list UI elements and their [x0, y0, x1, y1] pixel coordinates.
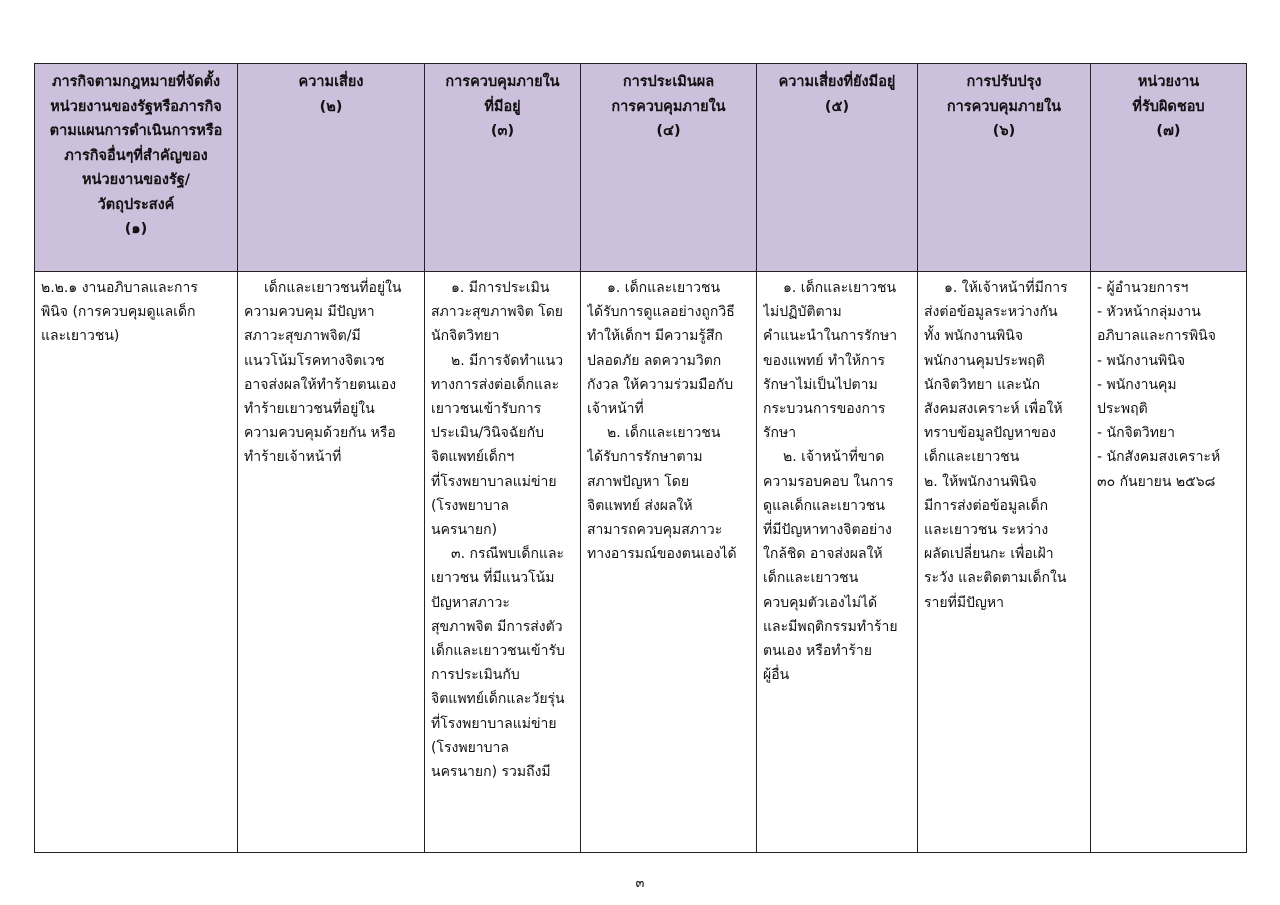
cell-line: อาจส่งผลให้ทำร้ายตนเอง — [244, 376, 397, 393]
cell-line: ที่โรงพยาบาลแม่ข่าย — [431, 473, 557, 490]
cell-line: สภาวะสุขภาพจิต/มี — [244, 328, 361, 345]
header-existing-control — [425, 64, 581, 272]
cell-mission — [35, 272, 238, 853]
cell-line: แนวโน้มโรคทางจิตเวช — [244, 352, 385, 369]
cell-line: ทั้ง พนักงานพินิจ — [924, 328, 1024, 345]
cell-line: - นักสังคมสงเคราะห์ — [1097, 449, 1221, 466]
cell-line: ปัญหาสภาวะ — [431, 594, 510, 611]
content-row — [35, 272, 1247, 853]
cell-line: ไม่ปฏิบัติตาม — [763, 304, 842, 321]
header-line: การควบคุมภายใน — [611, 98, 726, 115]
header-line: วัตถุประสงค์ — [97, 196, 175, 213]
cell-line: ปลอดภัย ลดความวิตก — [587, 352, 722, 369]
cell-line: พนักงานคุมประพฤติ — [924, 352, 1045, 369]
header-line: ที่รับผิดชอบ — [1132, 98, 1205, 115]
cell-line: ความควบคุมด้วยกัน หรือ — [244, 425, 396, 442]
cell-line: ความควบคุม มีปัญหา — [244, 304, 375, 321]
cell-line: ควบคุมตัวเองไม่ได้ — [763, 594, 878, 611]
cell-line: อภิบาลและการพินิจ — [1097, 328, 1216, 345]
cell-line: สภาพปัญหา โดย — [587, 473, 690, 490]
cell-line: ความรอบคอบ ในการ — [763, 473, 894, 490]
cell-line: ที่โรงพยาบาลแม่ข่าย — [431, 715, 557, 732]
cell-risk — [238, 272, 425, 853]
cell-line: ๒.๒.๑ งานอภิบาลและการ — [41, 280, 198, 296]
cell-line: จิตแพทย์เด็กฯ — [431, 449, 515, 466]
cell-line: นักจิตวิทยา และนัก — [924, 376, 1041, 393]
header-line: การควบคุมภายใน — [445, 74, 560, 90]
cell-line: ระวัง และติดตามเด็กใน — [924, 570, 1067, 587]
cell-line: ของแพทย์ ทำให้การ — [763, 352, 885, 369]
header-line: หน่วยงานของรัฐหรือภารกิจ — [50, 98, 222, 115]
cell-line: ทำร้ายเจ้าหน้าที่ — [244, 449, 342, 466]
cell-line: รายที่มีปัญหา — [924, 594, 1004, 611]
cell-line: ผลัดเปลี่ยนกะ เพื่อเฝ้า — [924, 546, 1054, 563]
header-risk — [238, 64, 425, 272]
cell-line: จิตแพทย์ ส่งผลให้ — [587, 497, 693, 514]
cell-control-evaluation — [581, 272, 757, 853]
cell-line: ดูแลเด็กและเยาวชน — [763, 497, 885, 514]
cell-line: ๒. เจ้าหน้าที่ขาด — [783, 449, 885, 466]
cell-existing-control — [425, 272, 581, 853]
cell-line: จิตแพทย์เด็กและวัยรุ่น — [431, 691, 565, 708]
cell-line: ๒. เด็กและเยาวชน — [607, 425, 721, 442]
cell-line: ที่มีปัญหาทางจิตอย่าง — [763, 522, 892, 539]
cell-line: - ผู้อำนวยการฯ — [1097, 280, 1189, 296]
cell-line: นักจิตวิทยา — [431, 328, 500, 345]
header-line: (๔) — [656, 123, 681, 139]
header-line: ที่มีอยู่ — [484, 98, 521, 115]
cell-line: ๑. มีการประเมิน — [451, 280, 550, 296]
cell-line: ได้รับการรักษาตาม — [587, 449, 703, 466]
cell-line: ผู้อื่น — [763, 667, 790, 684]
cell-line: ทราบข้อมูลปัญหาของ — [924, 425, 1057, 442]
header-line: การปรับปรุง — [966, 74, 1042, 90]
cell-line: รักษา — [763, 425, 797, 442]
cell-line: เยาวชน ที่มีแนวโน้ม — [431, 570, 555, 587]
cell-line: และมีพฤติกรรมทำร้าย — [763, 618, 898, 635]
cell-line: และเยาวชน) — [41, 328, 120, 345]
cell-line: เด็กและเยาวชน — [763, 570, 859, 587]
cell-line: ๒. มีการจัดทำแนว — [451, 352, 564, 369]
cell-line: นครนายก) — [431, 522, 498, 539]
cell-line: ๑. เด็กและเยาวชน — [783, 280, 897, 296]
cell-line: (โรงพยาบาล — [431, 739, 509, 756]
cell-line: กังวล ให้ความร่วมมือกับ — [587, 376, 734, 393]
header-line: ภารกิจอื่นๆที่สำคัญของ — [64, 147, 208, 164]
cell-line: สุขภาพจิต มีการส่งตัว — [431, 618, 563, 635]
header-line: ความเสี่ยง — [298, 74, 364, 90]
cell-control-improvement — [918, 272, 1091, 853]
cell-line: ประพฤติ — [1097, 401, 1148, 418]
header-remaining-risk — [757, 64, 918, 272]
cell-line: เจ้าหน้าที่ — [587, 401, 644, 418]
cell-line: ประเมิน/วินิจฉัยกับ — [431, 425, 544, 442]
cell-line: ส่งต่อข้อมูลระหว่างกัน — [924, 304, 1058, 321]
cell-line: ทำให้เด็กฯ มีความรู้สึก — [587, 328, 723, 345]
cell-line: เด็กและเยาวชนเข้ารับ — [431, 643, 565, 660]
cell-line: ทางอารมณ์ของตนเองได้ — [587, 546, 737, 563]
cell-line: ๓. กรณีพบเด็กและ — [451, 546, 565, 563]
cell-line: สภาวะสุขภาพจิต โดย — [431, 304, 564, 321]
cell-line: - พนักงานพินิจ — [1097, 352, 1186, 369]
cell-line: ๑. เด็กและเยาวชน — [607, 280, 721, 296]
header-control-evaluation — [581, 64, 757, 272]
header-line: หน่วยงานของรัฐ/ — [81, 172, 191, 188]
cell-line: - หัวหน้ากลุ่มงาน — [1097, 304, 1201, 321]
header-line: ความเสี่ยงที่ยังมีอยู่ — [778, 74, 896, 90]
cell-line: สามารถควบคุมสภาวะ — [587, 522, 723, 539]
header-line: การควบคุมภายใน — [946, 98, 1062, 115]
cell-line: ๓๐ กันยายน ๒๕๖๘ — [1097, 473, 1216, 490]
cell-line: ตนเอง หรือทำร้าย — [763, 643, 872, 660]
header-line: (๕) — [824, 98, 850, 115]
cell-line: - พนักงานคุม — [1097, 376, 1177, 393]
cell-line: การประเมินกับ — [431, 667, 520, 684]
cell-line: ใกล้ชิด อาจส่งผลให้ — [763, 546, 883, 563]
cell-line: เด็กและเยาวชนที่อยู่ใน — [264, 280, 402, 296]
header-line: (๑) — [124, 221, 148, 237]
header-responsible-unit — [1091, 64, 1247, 272]
cell-line: - นักจิตวิทยา — [1097, 425, 1175, 442]
header-line: (๒) — [319, 98, 343, 115]
header-line: หน่วยงาน — [1137, 74, 1200, 90]
cell-line: สังคมสงเคราะห์ เพื่อให้ — [924, 401, 1063, 418]
cell-line: ๑. ให้เจ้าหน้าที่มีการ — [944, 280, 1068, 296]
cell-line: รักษาไม่เป็นไปตาม — [763, 376, 878, 393]
header-line: (๖) — [992, 123, 1016, 139]
header-line: (๓) — [490, 123, 515, 139]
cell-line: มีการส่งต่อข้อมูลเด็ก — [924, 497, 1049, 514]
cell-responsible-unit — [1091, 272, 1247, 853]
cell-line: ๒. ให้พนักงานพินิจ — [924, 473, 1037, 490]
cell-line: ได้รับการดูแลอย่างถูกวิธี — [587, 304, 735, 321]
cell-line: กระบวนการของการ — [763, 401, 886, 418]
cell-line: พินิจ (การควบคุมดูแลเด็ก — [41, 304, 196, 321]
header-line: ภารกิจตามกฎหมายที่จัดตั้ง — [51, 74, 221, 90]
cell-line: และเยาวชน ระหว่าง — [924, 522, 1049, 539]
cell-line: เยาวชนเข้ารับการ — [431, 401, 542, 418]
cell-line: เด็กและเยาวชน — [924, 449, 1020, 466]
header-line: ตามแผนการดำเนินการหรือ — [49, 123, 223, 139]
cell-line: คำแนะนำในการรักษา — [763, 328, 898, 345]
header-row — [35, 64, 1247, 272]
header-mission — [35, 64, 238, 272]
cell-line: (โรงพยาบาล — [431, 497, 509, 514]
page-number: ๓ — [635, 876, 645, 891]
cell-line: ทางการส่งต่อเด็กและ — [431, 376, 560, 393]
header-line: การประเมินผล — [622, 74, 715, 90]
cell-line: ทำร้ายเยาวชนที่อยู่ใน — [244, 401, 375, 418]
header-control-improvement — [918, 64, 1091, 272]
header-line: (๗) — [1156, 123, 1181, 139]
cell-line: นครนายก) รวมถึงมี — [431, 764, 551, 781]
cell-remaining-risk — [757, 272, 918, 853]
internal-control-risk-table — [34, 63, 1247, 853]
